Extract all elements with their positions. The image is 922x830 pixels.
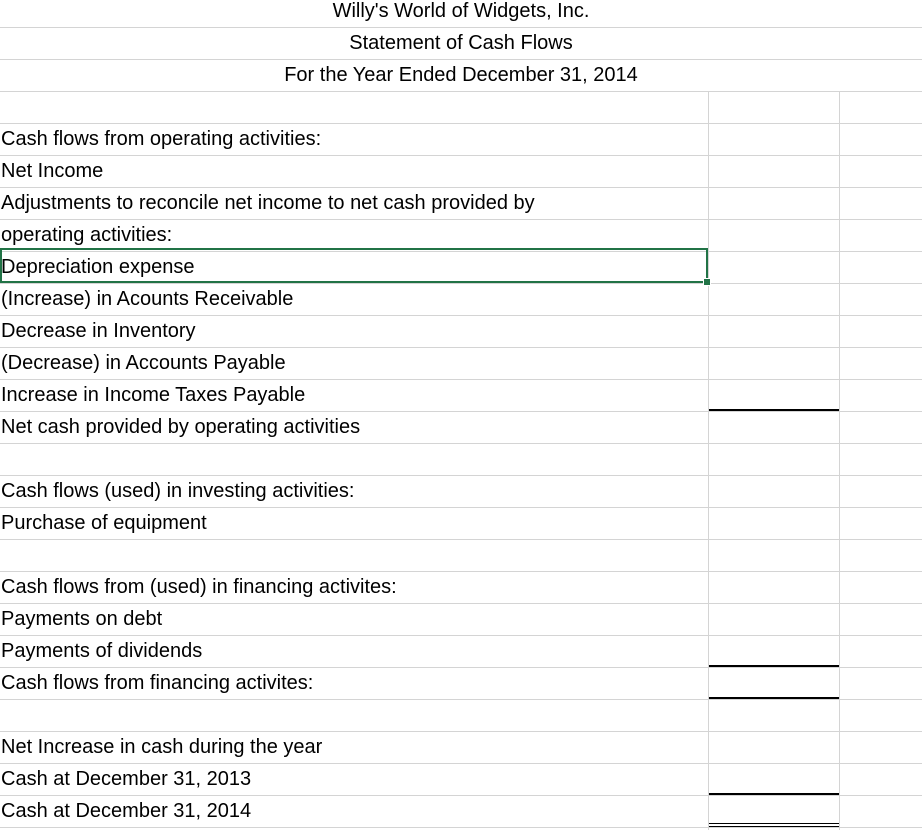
amount-cell[interactable] [708, 284, 839, 315]
total-cell[interactable] [839, 476, 922, 507]
label-cell[interactable]: Increase in Income Taxes Payable [1, 384, 306, 406]
period-cell[interactable]: For the Year Ended December 31, 2014 [284, 64, 638, 86]
table-row [0, 188, 922, 220]
table-row [0, 380, 922, 412]
total-cell[interactable] [839, 284, 922, 315]
amount-cell[interactable] [708, 796, 839, 827]
amount-cell[interactable] [708, 380, 839, 411]
label-cell[interactable]: Cash at December 31, 2013 [1, 768, 252, 790]
amount-cell[interactable] [708, 732, 839, 763]
label-cell[interactable] [0, 444, 708, 475]
table-row [0, 284, 922, 316]
table-row [0, 764, 922, 796]
label-cell[interactable]: Cash flows (used) in investing activities: [1, 480, 355, 502]
column-c-gridline [839, 92, 840, 830]
amount-cell[interactable] [708, 92, 839, 123]
company-name-cell[interactable]: Willy's World of Widgets, Inc. [332, 0, 590, 22]
amount-cell[interactable] [708, 156, 839, 187]
label-cell[interactable]: Decrease in Inventory [1, 320, 196, 342]
label-cell[interactable]: (Decrease) in Accounts Payable [1, 352, 286, 374]
total-cell[interactable] [839, 412, 922, 443]
title-row-company [0, 0, 922, 28]
total-cell[interactable] [839, 796, 922, 827]
table-row [0, 668, 922, 700]
amount-cell[interactable] [708, 220, 839, 251]
table-row [0, 444, 922, 476]
amount-cell[interactable] [708, 348, 839, 379]
title-row-period [0, 60, 922, 92]
table-row [0, 732, 922, 764]
total-cell[interactable] [839, 348, 922, 379]
amount-cell[interactable] [708, 124, 839, 155]
amount-cell[interactable] [708, 604, 839, 635]
total-cell[interactable] [839, 188, 922, 219]
label-cell[interactable]: Cash flows from financing activites: [1, 672, 314, 694]
title-row-statement [0, 28, 922, 60]
amount-cell[interactable] [708, 636, 839, 667]
amount-cell[interactable] [708, 316, 839, 347]
table-row [0, 572, 922, 604]
total-cell[interactable] [839, 156, 922, 187]
total-cell[interactable] [839, 732, 922, 763]
total-cell[interactable] [839, 508, 922, 539]
label-cell[interactable]: Cash flows from operating activities: [1, 128, 322, 150]
label-cell[interactable]: operating activities: [1, 224, 173, 246]
total-cell[interactable] [839, 764, 922, 795]
amount-cell[interactable] [708, 764, 839, 795]
amount-cell[interactable] [708, 476, 839, 507]
amount-cell[interactable] [708, 252, 839, 283]
total-cell[interactable] [839, 572, 922, 603]
label-cell[interactable]: Depreciation expense [1, 256, 195, 278]
label-cell[interactable]: Payments on debt [1, 608, 163, 630]
total-cell[interactable] [839, 124, 922, 155]
amount-cell[interactable] [708, 572, 839, 603]
amount-cell[interactable] [708, 444, 839, 475]
label-cell[interactable]: Net Income [1, 160, 104, 182]
table-row [0, 316, 922, 348]
label-cell[interactable] [0, 700, 708, 731]
table-row [0, 508, 922, 540]
label-cell[interactable]: Cash flows from (used) in financing activites: [1, 576, 397, 598]
table-row [0, 124, 922, 156]
table-row [0, 636, 922, 668]
table-row [0, 412, 922, 444]
label-cell[interactable]: (Increase) in Acounts Receivable [1, 288, 294, 310]
table-row [0, 220, 922, 252]
total-cell[interactable] [839, 700, 922, 731]
table-row [0, 92, 922, 124]
total-cell[interactable] [839, 444, 922, 475]
total-cell[interactable] [839, 540, 922, 571]
total-cell[interactable] [839, 316, 922, 347]
amount-cell[interactable] [708, 668, 839, 699]
fill-handle[interactable] [703, 278, 711, 286]
table-row [0, 796, 922, 828]
label-cell[interactable]: Cash at December 31, 2014 [1, 800, 252, 822]
column-b-gridline [708, 92, 709, 830]
total-cell[interactable] [839, 604, 922, 635]
table-row [0, 700, 922, 732]
total-cell[interactable] [839, 92, 922, 123]
label-cell[interactable] [0, 92, 708, 123]
label-cell[interactable]: Adjustments to reconcile net income to net cash provided by [1, 192, 535, 214]
total-cell[interactable] [839, 380, 922, 411]
statement-title-cell[interactable]: Statement of Cash Flows [349, 32, 573, 54]
table-row [0, 540, 922, 572]
total-cell[interactable] [839, 668, 922, 699]
total-cell[interactable] [839, 252, 922, 283]
total-cell[interactable] [839, 220, 922, 251]
table-row [0, 348, 922, 380]
amount-cell[interactable] [708, 412, 839, 443]
amount-cell[interactable] [708, 700, 839, 731]
amount-cell[interactable] [708, 188, 839, 219]
table-row [0, 156, 922, 188]
label-cell[interactable]: Net Increase in cash during the year [1, 736, 323, 758]
table-row [0, 252, 922, 284]
total-cell[interactable] [839, 636, 922, 667]
amount-cell[interactable] [708, 540, 839, 571]
label-cell[interactable]: Payments of dividends [1, 640, 203, 662]
amount-cell[interactable] [708, 508, 839, 539]
label-cell[interactable]: Net cash provided by operating activities [1, 416, 361, 438]
table-row [0, 604, 922, 636]
table-row [0, 476, 922, 508]
label-cell[interactable] [0, 540, 708, 571]
label-cell[interactable]: Purchase of equipment [1, 512, 207, 534]
